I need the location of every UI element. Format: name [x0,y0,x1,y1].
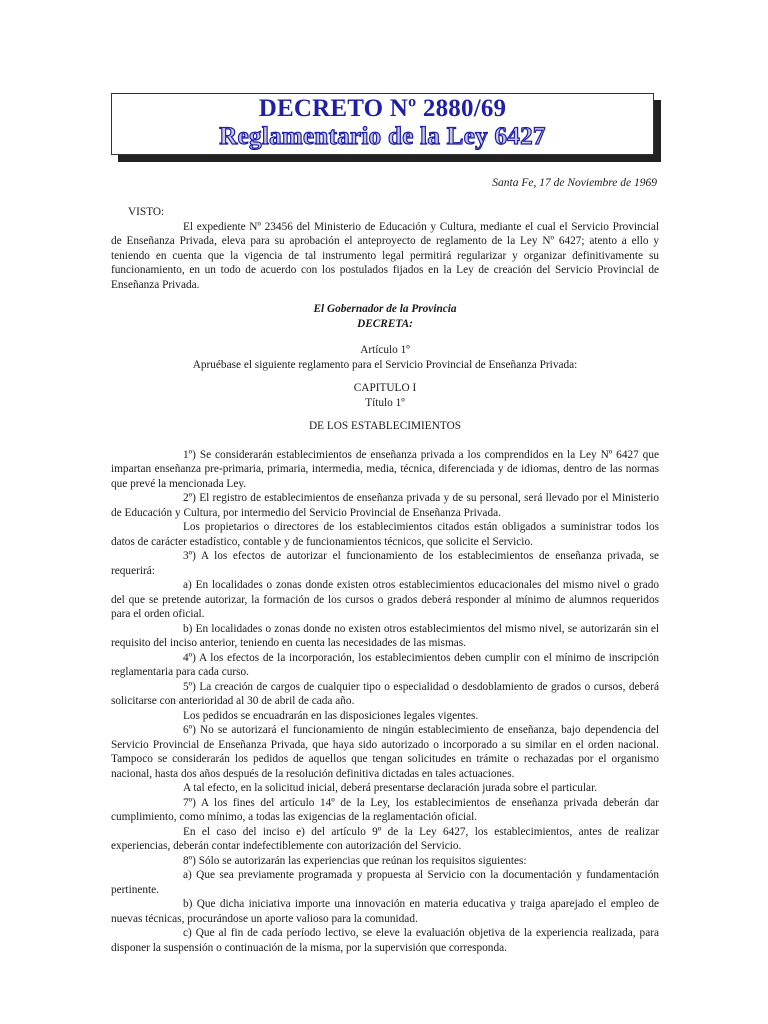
paragraph: Los pedidos se encuadrarán en las disposiciones legales vigentes. [183,709,479,722]
article-text: Apruébase el siguiente reglamento para el Servicio Provincial de Enseñanza Privada: [192,358,578,371]
decree-title: DECRETO Nº 2880/69 [258,95,507,122]
paragraph: A tal efecto, en la solicitud inicial, deberá presentarse declaración jurada sobre el particular. [183,782,598,794]
paragraph: En el caso del inciso e) del artículo 9º de la Ley 6427, los establecimientos, antes de realizar experiencias, deberán contar indefectiblemente con autorización del Servicio. [111,825,659,852]
paragraph: 2º) El registro de establecimientos de enseñanza privada y de su personal, será llevado por el Ministerio de Educación y Cultura, por intermedio del Servicio Provincial de Enseñanza Privada. [111,492,659,519]
gobernador-heading: El Gobernador de la Provincia [313,303,457,315]
decree-date: Santa Fe, 17 de Noviembre de 1969 [492,177,657,189]
paragraph: b) En localidades o zonas donde no existen otros establecimientos del mismo nivel, se autorizarán sin el requisito del inciso anterior, teniendo en cuenta las necesidades de las mismas. [111,622,659,649]
title-box [111,93,654,155]
paragraph: 1º) Se considerarán establecimientos de enseñanza privada a los comprendidos en la Ley Nº 6427 que impartan enseñanza pre-primaria, primaria, intermedia, media, técnica, diferenciada y de idiomas, dentro de las normas que prevé la mencionada Ley. [111,448,659,490]
document-body [111,205,659,955]
paragraph: 3º) A los efectos de autorizar el funcionamiento de los establecimientos de enseñanza privada, se requerirá: [111,550,659,577]
paragraph: 7º) A los fines del artículo 14º de la Ley, los establecimientos de enseñanza privada deberán dar cumplimiento, como mínimo, a todas las exigencias de la reglamentación oficial. [111,796,659,823]
decree-subtitle: Reglamentario de la Ley 6427 [219,123,546,150]
paragraph: 4º) A los efectos de la incorporación, los establecimientos deben cumplir con el mínimo de inscripción reglamentaria para cada curso. [111,651,659,678]
decreta-heading: DECRETA: [357,317,413,330]
chapter-heading: CAPITULO I [353,382,417,394]
paragraph: 8º) Sólo se autorizarán las experiencias que reúnan los requisitos siguientes: [183,854,527,867]
section-heading: DE LOS ESTABLECIMIENTOS [308,420,462,432]
paragraph: c) Que al fin de cada período lectivo, se eleve la evaluación objetiva de la experiencia realizada, para disponer la suspensión o continuación de la misma, por la supervisión que corresponda. [111,927,659,954]
paragraph: 5º) La creación de cargos de cualquier tipo o especialidad o desdoblamiento de grados o cursos, deberá solicitarse con anterioridad al 30 de abril de cada año. [111,680,659,707]
paragraph: Los propietarios o directores de los establecimientos citados están obligados a suministrar todos los datos de carácter estadístico, contable y de funcionamientos técnicos, que solicite el Servicio. [111,521,659,548]
paragraph: a) Que sea previamente programada y propuesta al Servicio con la documentación y fundamentación pertinente. [111,869,659,896]
paragraph: 6º) No se autorizará el funcionamiento de ningún establecimiento de enseñanza, bajo dependencia del Servicio Provincial de Enseñanza Privada, que haya sido autorizado o incorporado a su similar en el orden nacional. Tampoco se considerarán los pedidos de aquellos que tengan solicitudes en trámite o rechazadas por el organismo nacional, hasta dos años después de la resolución definitiva dictadas en tales actuaciones. [111,724,659,780]
paragraph: b) Que dicha iniciativa importe una innovación en materia educativa y traiga aparejado el empleo de nuevas técnicas, procurándose un aporte valioso para la comunidad. [111,898,659,925]
paragraph: a) En localidades o zonas donde existen otros establecimientos educacionales del mismo nivel o grado del que se pretende autorizar, la formación de los cursos o grados deberá responder al mínimo de alumnos requeridos para el orden oficial. [111,579,659,620]
visto-label: VISTO: [128,206,165,218]
visto-text: El expediente Nº 23456 del Ministerio de Educación y Cultura, mediante el cual el Servicio Provincial de Enseñanza Privada, eleva para su aprobación el anteproyecto de reglamento de la Ley Nº 6427; atento a ello y teniendo en cuenta que la vigencia de tal instrumento legal permitirá regularizar y organizar definitivamente su funcionamiento, en un todo de acuerdo con los postulados fijados en la Ley de creación del Servicio Provincial de Enseñanza Privada. [111,220,659,291]
article-heading: Artículo 1º [360,344,410,356]
title-heading: Título 1º [365,396,405,409]
